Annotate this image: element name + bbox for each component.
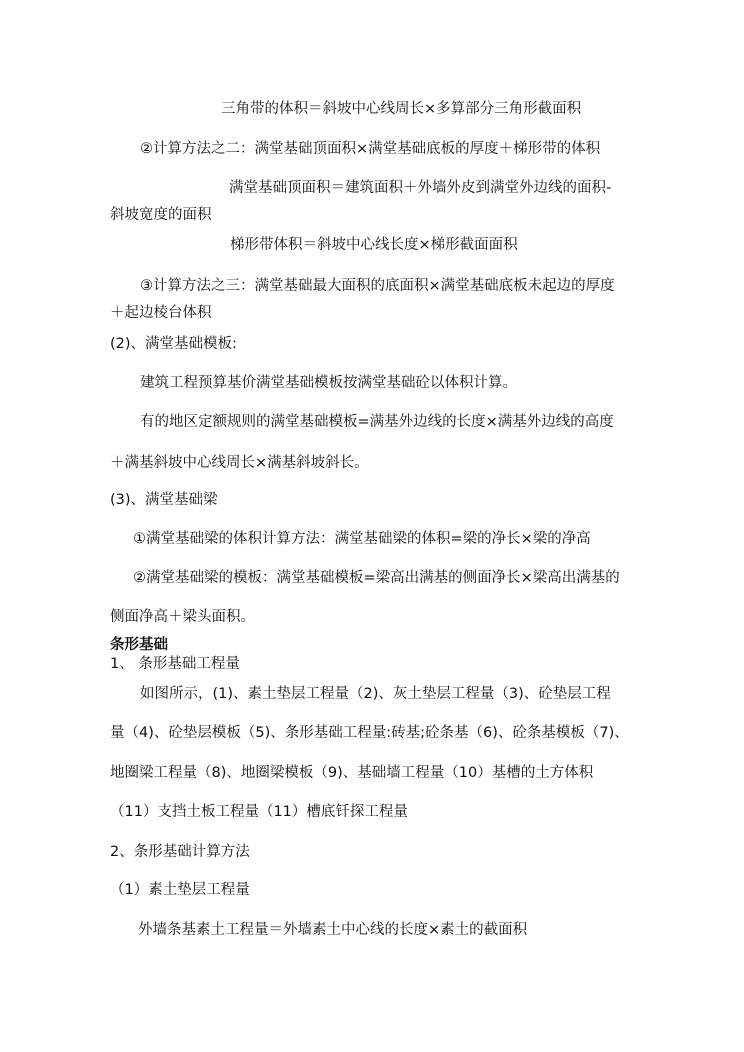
section-heading-beam: (3)、满堂基础梁	[110, 492, 218, 508]
text-line-beam-formwork-cont: 侧面净高＋梁头面积。	[110, 609, 255, 625]
text-line-beam-formwork: ②满堂基础梁的模板：满堂基础模板=梁高出满基的侧面净长×梁高出满基的	[133, 570, 620, 586]
text-line-items-3: 地圈梁工程量（8)、地圈梁模板（9)、基础墙工程量（10）基槽的土方体积	[110, 765, 594, 781]
subheading-calc-methods: 2、条形基础计算方法	[110, 844, 250, 860]
text-line-method-three: ③计算方法之三：满堂基础最大面积的底面积×满堂基础底板未起边的厚度	[140, 278, 615, 294]
text-line-method-three-cont: ＋起边棱台体积	[110, 305, 212, 321]
text-line-items-4: （11）支挡土板工程量（11）槽底钎探工程量	[110, 804, 408, 820]
subheading-plain-soil-cushion: （1）素土垫层工程量	[110, 882, 250, 898]
text-line-formwork-rule: 建筑工程预算基价满堂基础模板按满堂基础砼以体积计算。	[140, 375, 517, 391]
text-line-method-two: ②计算方法之二：满堂基础顶面积×满堂基础底板的厚度＋梯形带的体积	[140, 141, 601, 157]
text-line-trapezoid-volume: 梯形带体积＝斜坡中心线长度×梯形截面面积	[230, 237, 518, 253]
text-line-beam-volume: ①满堂基础梁的体积计算方法：满堂基础梁的体积=梁的净长×梁的净高	[133, 531, 591, 547]
text-line-local-rule-cont: ＋满基斜坡中心线周长×满基斜坡斜长。	[110, 455, 369, 471]
section-title-strip-foundation: 条形基础	[110, 637, 168, 653]
text-line-local-rule: 有的地区定额规则的满堂基础模板=满基外边线的长度×满基外边线的高度	[140, 414, 614, 430]
text-line-plain-soil-formula: 外墙条基素土工程量＝外墙素土中心线的长度×素土的截面积	[138, 922, 528, 938]
text-line-items-2: 量（4)、砼垫层模板（5)、条形基础工程量:砖基;砼条基（6)、砼条基模板（7)、	[110, 725, 629, 741]
text-line-top-area: 满堂基础顶面积＝建筑面积＋外墙外皮到满堂外边线的面积-	[229, 180, 612, 196]
section-heading-formwork: (2)、满堂基础模板:	[110, 336, 237, 352]
subheading-strip-quantities: 1、 条形基础工程量	[110, 656, 240, 672]
text-line-items-1: 如图所示，(1)、素土垫层工程量（2)、灰土垫层工程量（3)、砼垫层工程	[140, 686, 611, 702]
text-line-top-area-cont: 斜坡宽度的面积	[110, 207, 212, 223]
text-line-triangle-volume: 三角带的体积＝斜坡中心线周长×多算部分三角形截面积	[221, 101, 582, 117]
